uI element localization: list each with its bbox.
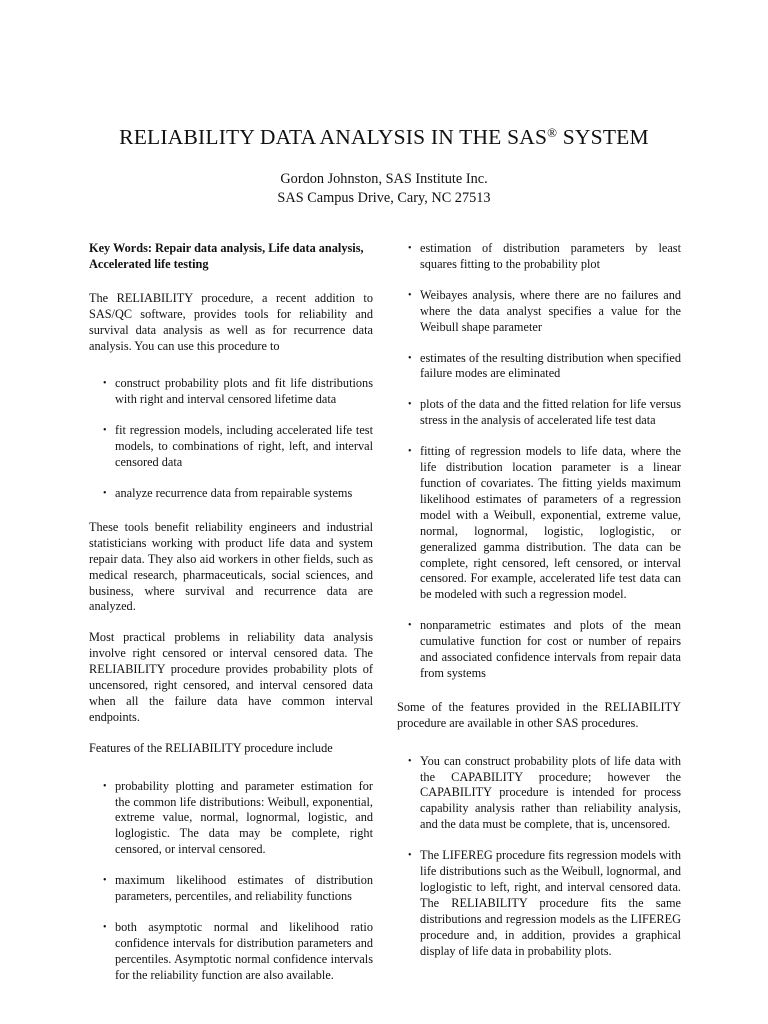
author-line-2: SAS Campus Drive, Cary, NC 27513 <box>277 190 491 206</box>
list-item <box>89 920 373 984</box>
list-item-text: You can construct probability plots of life data with the CAPABILITY procedure; however the CAPABILITY procedure is intended for process capability analysis rather than reliability analysis, and the data must be complete, that is, uncensored. <box>420 753 681 832</box>
list-item-text: The LIFEREG procedure fits regression models with life distributions such as the Weibull, lognormal, and loglogistic to left, right, and interval censored data. The RELIABILITY procedure fits the same distributions and regression models as the LIFEREG procedure and, in addition, provides a graphical display of life data in probability plots. <box>420 848 681 958</box>
list-item <box>397 288 681 336</box>
bullet-icon: • <box>408 289 412 301</box>
features-list-left <box>89 779 373 984</box>
other-procedures-paragraph: Some of the features provided in the RELIABILITY procedure are available in other SAS procedures. <box>397 699 681 730</box>
list-item-text: construct probability plots and fit life distributions with right and interval censored lifetime data <box>115 376 373 407</box>
bullet-icon: • <box>103 378 107 390</box>
title-suffix: SYSTEM <box>557 125 649 149</box>
bullet-icon: • <box>408 755 412 767</box>
bullet-icon: • <box>408 243 412 254</box>
features-intro: Features of the RELIABILITY procedure include <box>89 740 333 755</box>
list-item-text: estimates of the resulting distribution when specified failure modes are eliminated <box>420 350 681 381</box>
list-item <box>89 486 373 502</box>
intro-paragraph: The RELIABILITY procedure, a recent addition to SAS/QC software, provides tools for reliability and survival data analysis as well as for recurrence data analysis. You can use this procedure to <box>89 290 373 353</box>
list-item <box>397 351 681 383</box>
list-item <box>89 423 373 471</box>
list-item-text: analyze recurrence data from repairable systems <box>115 485 353 500</box>
bullet-icon: • <box>408 399 412 411</box>
left-column <box>89 241 373 1002</box>
bullet-icon: • <box>103 922 107 933</box>
list-item <box>397 397 681 429</box>
features-list-right <box>397 241 681 682</box>
list-item <box>397 444 681 603</box>
bullet-icon: • <box>408 446 412 458</box>
list-item <box>89 376 373 408</box>
keywords: Key Words: Repair data analysis, Life data analysis, Accelerated life testing <box>89 241 364 271</box>
list-item <box>89 873 373 905</box>
author-block <box>0 170 768 208</box>
list-item <box>397 618 681 682</box>
list-item <box>89 779 373 859</box>
bullet-icon: • <box>103 780 107 792</box>
list-item-text: both asymptotic normal and likelihood ratio confidence intervals for distribution parameters and percentiles. Asymptotic normal confidence intervals for the reliability function are also available. <box>115 920 373 982</box>
list-item-text: maximum likelihood estimates of distribution parameters, percentiles, and reliability functions <box>115 873 373 904</box>
list-item-text: fit regression models, including accelerated life test models, to combinations of right, left, and interval censored data <box>115 423 373 470</box>
list-item-text: estimation of distribution parameters by least squares fitting to the probability plot <box>420 241 681 271</box>
registered-mark: ® <box>547 125 558 140</box>
bullet-icon: • <box>103 487 107 499</box>
list-item <box>397 848 681 959</box>
bullet-icon: • <box>103 425 107 437</box>
right-column <box>397 241 681 978</box>
paper-title <box>0 125 768 150</box>
list-item-text: fitting of regression models to life data, where the life distribution location parameter is a linear function of covariates. The fitting yields maximum likelihood estimates of parameters of a regression model with a Weibull, exponential, extreme value, normal, lognormal, logistic, loglogistic, or generalized gamma distribution. The data can be complete, right censored, left censored, or interval censored. For example, accelerated life test data can be modeled with such a regression model. <box>420 444 681 602</box>
problems-paragraph: Most practical problems in reliability data analysis involve right censored or interval censored data. The RELIABILITY procedure provides probability plots of uncensored, right censored, and interval censored data when all the failure data have common interval endpoints. <box>89 630 373 724</box>
list-item <box>397 241 681 273</box>
list-item-text: plots of the data and the fitted relation for life versus stress in the analysis of accelerated life test data <box>420 397 681 428</box>
list-item-text: probability plotting and parameter estimation for the common life distributions: Weibull, exponential, extreme value, normal, lognormal, logistic, and loglogistic. The data may be complete, right censored, or interval censored. <box>115 778 373 857</box>
benefit-paragraph: These tools benefit reliability engineers and industrial statisticians working with product life data and system repair data. They also aid workers in other fields, such as medical research, pharmaceuticals, social sciences, and business, where survival and recurrence data are analyzed. <box>89 519 373 614</box>
bullet-icon: • <box>408 620 412 632</box>
list-item-text: nonparametric estimates and plots of the mean cumulative function for cost or number of repairs and associated confidence intervals from repair data from systems <box>420 618 681 680</box>
list-item <box>397 754 681 834</box>
bullet-icon: • <box>408 850 412 862</box>
list-item-text: Weibayes analysis, where there are no failures and where the data analyst specifies a value for the Weibull shape parameter <box>420 287 681 334</box>
tools-list <box>89 376 373 501</box>
title-text: RELIABILITY DATA ANALYSIS IN THE SAS <box>119 125 548 149</box>
bullet-icon: • <box>408 352 412 364</box>
author-line-1: Gordon Johnston, SAS Institute Inc. <box>280 171 488 187</box>
bullet-icon: • <box>103 875 107 887</box>
other-procedures-list <box>397 754 681 960</box>
